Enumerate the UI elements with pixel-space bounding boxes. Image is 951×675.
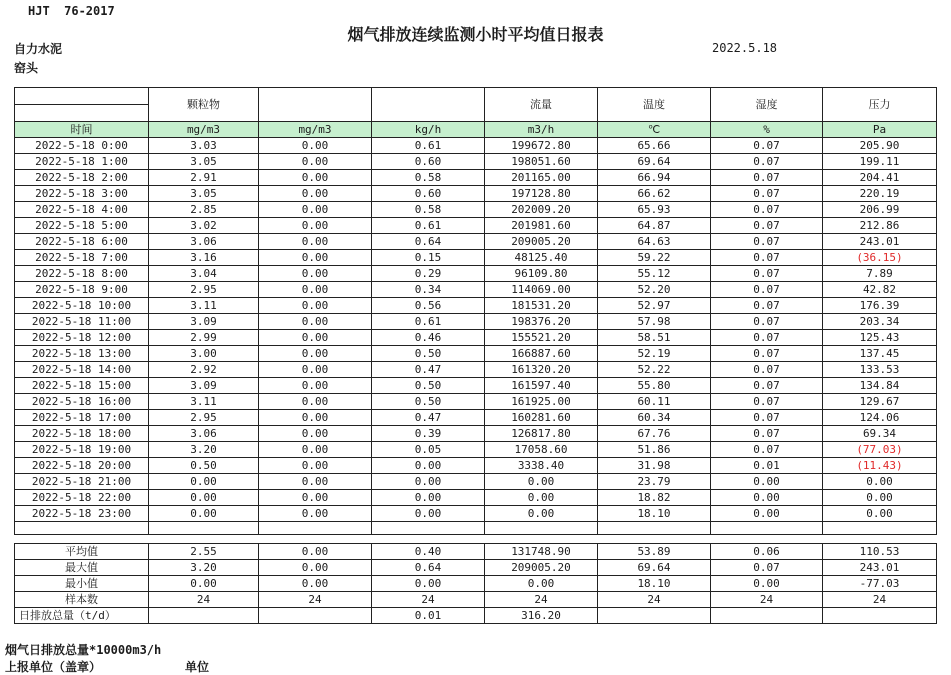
value-cell: 3.00: [149, 346, 259, 362]
table-row: [15, 298, 937, 314]
value-cell: 0.00: [259, 186, 372, 202]
value-cell: 204.41: [823, 170, 937, 186]
value-cell: 64.87: [598, 218, 711, 234]
value-cell: (11.43): [823, 458, 937, 474]
header-blank-col3: [259, 88, 372, 122]
value-cell: 114069.00: [485, 282, 598, 298]
table-row: [15, 330, 937, 346]
header-blank-top: [15, 88, 149, 105]
value-cell: 18.82: [598, 490, 711, 506]
table-row: [15, 186, 937, 202]
unit-kg-h: kg/h: [372, 122, 485, 138]
value-cell: 0.07: [711, 186, 823, 202]
table-row: [15, 346, 937, 362]
unit-celsius: ℃: [598, 122, 711, 138]
value-cell: 0.00: [372, 506, 485, 522]
value-cell: 0.07: [711, 394, 823, 410]
summary-value-cell: -77.03: [823, 576, 937, 592]
value-cell: 198051.60: [485, 154, 598, 170]
value-cell: (36.15): [823, 250, 937, 266]
value-cell: 0.00: [259, 234, 372, 250]
unit-pa: Pa: [823, 122, 937, 138]
value-cell: 96109.80: [485, 266, 598, 282]
summary-value-cell: 24: [259, 592, 372, 608]
value-cell: 0.00: [149, 490, 259, 506]
time-cell: 2022-5-18 19:00: [15, 442, 149, 458]
value-cell: 0.46: [372, 330, 485, 346]
value-cell: 0.58: [372, 170, 485, 186]
time-cell: 2022-5-18 15:00: [15, 378, 149, 394]
data-rows: [15, 138, 937, 522]
value-cell: 0.07: [711, 442, 823, 458]
value-cell: 0.00: [485, 506, 598, 522]
summary-value-cell: 18.10: [598, 576, 711, 592]
summary-value-cell: 3.20: [149, 560, 259, 576]
value-cell: 0.00: [259, 154, 372, 170]
summary-value-cell: 0.00: [259, 576, 372, 592]
summary-value-cell: 24: [485, 592, 598, 608]
value-cell: 0.15: [372, 250, 485, 266]
summary-value-cell: 0.40: [372, 544, 485, 560]
table-row: [15, 314, 937, 330]
summary-value-cell: 0.64: [372, 560, 485, 576]
table-row: [15, 458, 937, 474]
value-cell: 55.80: [598, 378, 711, 394]
summary-value-cell: 0.00: [485, 576, 598, 592]
value-cell: 55.12: [598, 266, 711, 282]
table-row: [15, 474, 937, 490]
summary-label-cell: 样本数: [15, 592, 149, 608]
value-cell: 0.07: [711, 314, 823, 330]
value-cell: 0.56: [372, 298, 485, 314]
value-cell: 0.05: [372, 442, 485, 458]
value-cell: 0.07: [711, 346, 823, 362]
value-cell: 0.00: [259, 250, 372, 266]
value-cell: 0.00: [259, 362, 372, 378]
value-cell: 212.86: [823, 218, 937, 234]
value-cell: 52.97: [598, 298, 711, 314]
summary-value-cell: 316.20: [485, 608, 598, 624]
value-cell: 202009.20: [485, 202, 598, 218]
value-cell: 0.00: [372, 490, 485, 506]
value-cell: 3.20: [149, 442, 259, 458]
value-cell: 0.50: [372, 346, 485, 362]
value-cell: 133.53: [823, 362, 937, 378]
value-cell: 0.29: [372, 266, 485, 282]
value-cell: 0.00: [259, 506, 372, 522]
value-cell: 124.06: [823, 410, 937, 426]
value-cell: 51.86: [598, 442, 711, 458]
value-cell: 0.00: [259, 330, 372, 346]
value-cell: 7.89: [823, 266, 937, 282]
value-cell: 0.00: [372, 458, 485, 474]
value-cell: 209005.20: [485, 234, 598, 250]
value-cell: 203.34: [823, 314, 937, 330]
summary-value-cell: 24: [823, 592, 937, 608]
value-cell: 52.20: [598, 282, 711, 298]
table-row: [15, 202, 937, 218]
value-cell: 3.05: [149, 154, 259, 170]
unit-m3-h: m3/h: [485, 122, 598, 138]
value-cell: 0.00: [823, 506, 937, 522]
value-cell: 64.63: [598, 234, 711, 250]
value-cell: 198376.20: [485, 314, 598, 330]
value-cell: 0.00: [711, 490, 823, 506]
report-date: 2022.5.18: [712, 41, 778, 55]
report-title: 烟气排放连续监测小时平均值日报表: [347, 25, 604, 44]
summary-value-cell: 110.53: [823, 544, 937, 560]
header-particulate: 颗粒物: [149, 88, 259, 122]
value-cell: 199672.80: [485, 138, 598, 154]
value-cell: 0.00: [823, 474, 937, 490]
value-cell: 181531.20: [485, 298, 598, 314]
value-cell: 0.07: [711, 282, 823, 298]
value-cell: 0.34: [372, 282, 485, 298]
value-cell: 0.00: [259, 202, 372, 218]
value-cell: 0.07: [711, 426, 823, 442]
table-row: [15, 266, 937, 282]
time-cell: 2022-5-18 0:00: [15, 138, 149, 154]
value-cell: 0.07: [711, 410, 823, 426]
value-cell: 0.07: [711, 250, 823, 266]
value-cell: 3.06: [149, 426, 259, 442]
value-cell: 197128.80: [485, 186, 598, 202]
value-cell: 201981.60: [485, 218, 598, 234]
time-cell: 2022-5-18 1:00: [15, 154, 149, 170]
time-cell: 2022-5-18 16:00: [15, 394, 149, 410]
header-temperature: 温度: [598, 88, 711, 122]
footer-note: 烟气日排放总量*10000m3/h: [5, 643, 162, 657]
value-cell: 0.47: [372, 362, 485, 378]
value-cell: 0.00: [259, 426, 372, 442]
value-cell: 0.50: [149, 458, 259, 474]
value-cell: 66.94: [598, 170, 711, 186]
value-cell: 0.00: [259, 458, 372, 474]
value-cell: 0.00: [259, 442, 372, 458]
value-cell: 0.00: [259, 298, 372, 314]
value-cell: 65.93: [598, 202, 711, 218]
value-cell: 0.64: [372, 234, 485, 250]
summary-value-cell: 0.00: [372, 576, 485, 592]
summary-label-cell: 日排放总量（t/d）: [15, 608, 149, 624]
summary-row: [15, 608, 937, 624]
time-cell: 2022-5-18 21:00: [15, 474, 149, 490]
value-cell: 243.01: [823, 234, 937, 250]
value-cell: 166887.60: [485, 346, 598, 362]
value-cell: 155521.20: [485, 330, 598, 346]
unit-percent: %: [711, 122, 823, 138]
empty-row: [15, 522, 937, 535]
time-cell: 2022-5-18 3:00: [15, 186, 149, 202]
summary-value-cell: 24: [711, 592, 823, 608]
value-cell: 126817.80: [485, 426, 598, 442]
summary-row: [15, 560, 937, 576]
header-humidity: 湿度: [711, 88, 823, 122]
header-time: 时间: [15, 122, 149, 138]
value-cell: 0.58: [372, 202, 485, 218]
value-cell: 0.61: [372, 138, 485, 154]
value-cell: 129.67: [823, 394, 937, 410]
value-cell: 0.61: [372, 218, 485, 234]
time-cell: 2022-5-18 23:00: [15, 506, 149, 522]
summary-value-cell: 0.00: [149, 576, 259, 592]
table-row: [15, 218, 937, 234]
value-cell: 0.50: [372, 394, 485, 410]
summary-value-cell: [149, 608, 259, 624]
value-cell: 3338.40: [485, 458, 598, 474]
summary-row: [15, 592, 937, 608]
value-cell: 3.05: [149, 186, 259, 202]
header-blank-bottom: [15, 105, 149, 122]
table-row: [15, 154, 937, 170]
value-cell: 67.76: [598, 426, 711, 442]
unit-mg-m3-2: mg/m3: [259, 122, 372, 138]
value-cell: 176.39: [823, 298, 937, 314]
value-cell: 201165.00: [485, 170, 598, 186]
table-row: [15, 250, 937, 266]
value-cell: 2.85: [149, 202, 259, 218]
value-cell: 69.64: [598, 154, 711, 170]
time-cell: 2022-5-18 17:00: [15, 410, 149, 426]
value-cell: 161597.40: [485, 378, 598, 394]
station-name: 窑头: [14, 61, 39, 75]
value-cell: 69.34: [823, 426, 937, 442]
value-cell: 0.01: [711, 458, 823, 474]
value-cell: 0.07: [711, 218, 823, 234]
time-cell: 2022-5-18 7:00: [15, 250, 149, 266]
time-cell: 2022-5-18 10:00: [15, 298, 149, 314]
value-cell: 23.79: [598, 474, 711, 490]
value-cell: 0.07: [711, 362, 823, 378]
time-cell: 2022-5-18 20:00: [15, 458, 149, 474]
value-cell: 160281.60: [485, 410, 598, 426]
summary-value-cell: 0.00: [259, 560, 372, 576]
summary-value-cell: 24: [372, 592, 485, 608]
time-cell: 2022-5-18 8:00: [15, 266, 149, 282]
header-blank-col4: [372, 88, 485, 122]
summary-value-cell: 209005.20: [485, 560, 598, 576]
summary-row: [15, 576, 937, 592]
value-cell: 2.91: [149, 170, 259, 186]
value-cell: 0.00: [372, 474, 485, 490]
value-cell: 2.99: [149, 330, 259, 346]
value-cell: (77.03): [823, 442, 937, 458]
value-cell: 0.00: [259, 314, 372, 330]
value-cell: 3.09: [149, 314, 259, 330]
table-row: [15, 170, 937, 186]
value-cell: 0.60: [372, 154, 485, 170]
value-cell: 0.00: [259, 474, 372, 490]
summary-value-cell: [259, 608, 372, 624]
table-row: [15, 442, 937, 458]
unit-label: 单位: [185, 660, 210, 674]
summary-value-cell: 0.06: [711, 544, 823, 560]
summary-value-cell: 24: [598, 592, 711, 608]
value-cell: 65.66: [598, 138, 711, 154]
group-header-row: [15, 88, 937, 105]
value-cell: 220.19: [823, 186, 937, 202]
summary-value-cell: 24: [149, 592, 259, 608]
value-cell: 0.00: [259, 170, 372, 186]
time-cell: 2022-5-18 22:00: [15, 490, 149, 506]
table-row: [15, 394, 937, 410]
value-cell: 0.07: [711, 378, 823, 394]
value-cell: 0.00: [259, 266, 372, 282]
summary-value-cell: 53.89: [598, 544, 711, 560]
table-row: [15, 378, 937, 394]
value-cell: 0.00: [259, 218, 372, 234]
value-cell: 0.07: [711, 234, 823, 250]
value-cell: 60.11: [598, 394, 711, 410]
value-cell: 0.50: [372, 378, 485, 394]
table-row: [15, 426, 937, 442]
unit-mg-m3-1: mg/m3: [149, 122, 259, 138]
value-cell: 3.11: [149, 298, 259, 314]
value-cell: 0.07: [711, 298, 823, 314]
table-row: [15, 282, 937, 298]
value-cell: 57.98: [598, 314, 711, 330]
value-cell: 52.19: [598, 346, 711, 362]
summary-rows: [15, 544, 937, 624]
summary-value-cell: 0.01: [372, 608, 485, 624]
time-cell: 2022-5-18 6:00: [15, 234, 149, 250]
time-cell: 2022-5-18 2:00: [15, 170, 149, 186]
summary-value-cell: 0.00: [259, 544, 372, 560]
value-cell: 205.90: [823, 138, 937, 154]
table-row: [15, 490, 937, 506]
value-cell: 42.82: [823, 282, 937, 298]
value-cell: 125.43: [823, 330, 937, 346]
summary-value-cell: 131748.90: [485, 544, 598, 560]
table-row: [15, 138, 937, 154]
summary-label-cell: 平均值: [15, 544, 149, 560]
value-cell: 0.07: [711, 330, 823, 346]
summary-label-cell: 最小值: [15, 576, 149, 592]
value-cell: 58.51: [598, 330, 711, 346]
value-cell: 3.03: [149, 138, 259, 154]
time-cell: 2022-5-18 5:00: [15, 218, 149, 234]
value-cell: 0.61: [372, 314, 485, 330]
summary-value-cell: [598, 608, 711, 624]
summary-value-cell: 69.64: [598, 560, 711, 576]
value-cell: 66.62: [598, 186, 711, 202]
value-cell: 3.02: [149, 218, 259, 234]
time-cell: 2022-5-18 11:00: [15, 314, 149, 330]
value-cell: 2.92: [149, 362, 259, 378]
doc-code: HJT 76-2017: [28, 4, 115, 18]
value-cell: 0.00: [711, 506, 823, 522]
value-cell: 0.07: [711, 170, 823, 186]
time-cell: 2022-5-18 14:00: [15, 362, 149, 378]
value-cell: 0.00: [259, 346, 372, 362]
table-row: [15, 362, 937, 378]
value-cell: 0.00: [485, 474, 598, 490]
summary-value-cell: [823, 608, 937, 624]
value-cell: 0.00: [259, 394, 372, 410]
value-cell: 48125.40: [485, 250, 598, 266]
time-cell: 2022-5-18 9:00: [15, 282, 149, 298]
value-cell: 0.00: [485, 490, 598, 506]
table-row: [15, 410, 937, 426]
separator-rows: [15, 522, 937, 544]
value-cell: 0.00: [149, 474, 259, 490]
value-cell: 161925.00: [485, 394, 598, 410]
value-cell: 0.00: [259, 138, 372, 154]
report-unit-label: 上报单位（盖章）: [5, 660, 102, 674]
value-cell: 0.00: [259, 378, 372, 394]
value-cell: 161320.20: [485, 362, 598, 378]
value-cell: 31.98: [598, 458, 711, 474]
value-cell: 59.22: [598, 250, 711, 266]
value-cell: 52.22: [598, 362, 711, 378]
value-cell: 0.00: [259, 282, 372, 298]
value-cell: 3.11: [149, 394, 259, 410]
value-cell: 0.00: [259, 490, 372, 506]
summary-value-cell: [711, 608, 823, 624]
value-cell: 17058.60: [485, 442, 598, 458]
summary-value-cell: 243.01: [823, 560, 937, 576]
value-cell: 2.95: [149, 410, 259, 426]
summary-value-cell: 0.00: [711, 576, 823, 592]
value-cell: 0.07: [711, 266, 823, 282]
value-cell: 18.10: [598, 506, 711, 522]
value-cell: 137.45: [823, 346, 937, 362]
value-cell: 0.47: [372, 410, 485, 426]
value-cell: 0.39: [372, 426, 485, 442]
spacer-row: [15, 535, 937, 544]
header-pressure: 压力: [823, 88, 937, 122]
value-cell: 0.60: [372, 186, 485, 202]
time-cell: 2022-5-18 18:00: [15, 426, 149, 442]
summary-row: [15, 544, 937, 560]
value-cell: 0.00: [259, 410, 372, 426]
summary-value-cell: 2.55: [149, 544, 259, 560]
value-cell: 206.99: [823, 202, 937, 218]
summary-label-cell: 最大值: [15, 560, 149, 576]
report-table: [14, 87, 937, 624]
value-cell: 0.07: [711, 138, 823, 154]
time-cell: 2022-5-18 4:00: [15, 202, 149, 218]
header-flow: 流量: [485, 88, 598, 122]
value-cell: 0.00: [149, 506, 259, 522]
value-cell: 2.95: [149, 282, 259, 298]
value-cell: 0.00: [711, 474, 823, 490]
time-cell: 2022-5-18 13:00: [15, 346, 149, 362]
value-cell: 0.00: [823, 490, 937, 506]
value-cell: 3.16: [149, 250, 259, 266]
unit-header-row: [15, 122, 937, 138]
value-cell: 3.04: [149, 266, 259, 282]
table-row: [15, 234, 937, 250]
summary-value-cell: 0.07: [711, 560, 823, 576]
value-cell: 0.07: [711, 154, 823, 170]
value-cell: 134.84: [823, 378, 937, 394]
time-cell: 2022-5-18 12:00: [15, 330, 149, 346]
company-name: 自力水泥: [14, 42, 63, 56]
value-cell: 199.11: [823, 154, 937, 170]
table-row: [15, 506, 937, 522]
value-cell: 3.09: [149, 378, 259, 394]
value-cell: 0.07: [711, 202, 823, 218]
value-cell: 60.34: [598, 410, 711, 426]
value-cell: 3.06: [149, 234, 259, 250]
